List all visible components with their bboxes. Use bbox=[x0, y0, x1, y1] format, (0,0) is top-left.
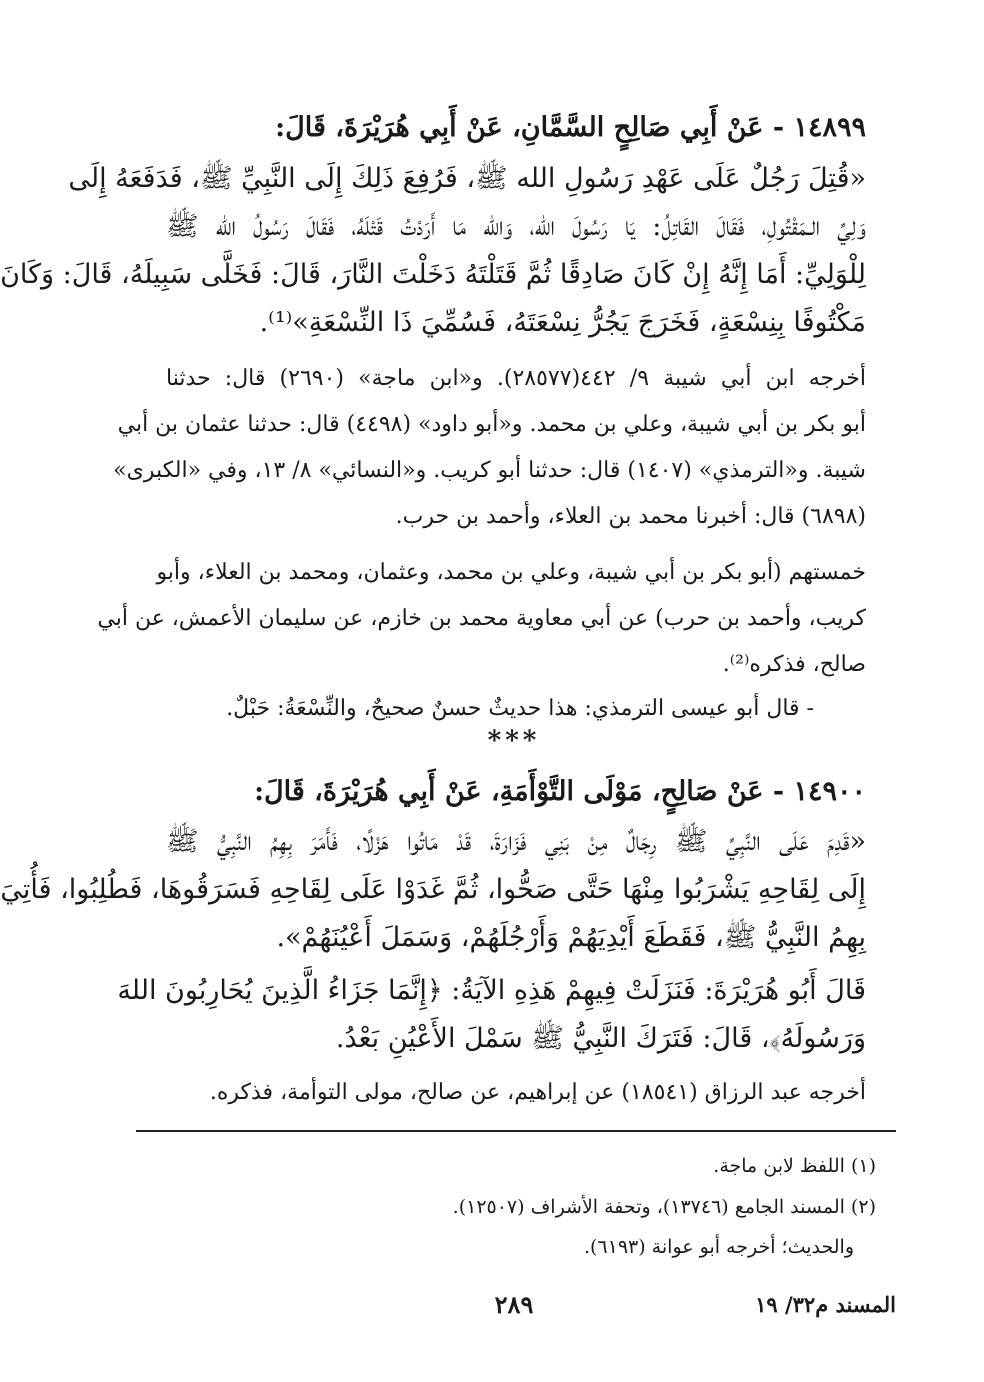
tirmidhi-note: - قال أبو عيسى الترمذي: هذا حديثٌ حسنٌ صحيحٌ، والنِّسْعَةُ: حَبْلٌ. bbox=[226, 696, 814, 721]
takhrij-line: (٦٨٩٨) قال: أخبرنا محمد بن العلاء، وأحمد بن حرب. bbox=[395, 504, 866, 529]
footnote-divider bbox=[136, 1130, 896, 1132]
page-number: ٢٨٩ bbox=[494, 1290, 534, 1319]
section-separator: *** bbox=[487, 726, 541, 756]
hadith-text-line: مَكْتُوفًا بِنِسْعَةٍ، فَخَرَجَ يَجُرُّ نِسْعَتَهُ، فَسُمِّيَ ذَا النِّسْعَةِ»⁽¹⁾. bbox=[259, 307, 866, 338]
takhrij-line: شيبة. و«الترمذي» (١٤٠٧) قال: حدثنا أبو كريب. و«النسائي» ٨/ ١٣، وفي «الكبرى» bbox=[113, 458, 866, 483]
footnote: (٢) المسند الجامع (١٣٧٤٦)، وتحفة الأشراف (١٢٥٠٧). bbox=[452, 1196, 876, 1218]
footnote: (١) اللفظ لابن ماجة. bbox=[713, 1155, 876, 1177]
takhrij-line: أبو بكر بن أبي شيبة، وعلي بن محمد. و«أبو داود» (٤٤٩٨) قال: حدثنا عثمان بن أبي bbox=[117, 412, 866, 437]
isnad-line: صالح، فذكره⁽²⁾. bbox=[722, 652, 866, 677]
footnote: والحديث؛ أخرجه أبو عوانة (٦١٩٣). bbox=[583, 1236, 854, 1258]
takhrij-line: أخرجه عبد الرزاق (١٨٥٤١) عن إبراهيم، عن صالح، مولى التوأمة، فذكره. bbox=[209, 1080, 866, 1105]
hadith-14900-heading: ١٤٩٠٠ - عَنْ صَالِحٍ، مَوْلَى التَّوْأَمَةِ، عَنْ أَبِي هُرَيْرَةَ، قَالَ: bbox=[254, 776, 866, 807]
hadith-text-line: إِلَى لِقَاحِهِ يَشْرَبُوا مِنْهَا حَتَّى صَحُّوا، ثُمَّ غَدَوْا عَلَى لِقَاحِهِ فَسَرَقُوهَا، فَطُلِبُوا، فَأُتِيَ bbox=[0, 874, 866, 905]
hadith-text-line: «قُتِلَ رَجُلٌ عَلَى عَهْدِ رَسُولِ الله ﷺ، فَرُفِعَ ذَلِكَ إِلَى النَّبِيِّ ﷺ، فَدَفَعَهُ إِلَى bbox=[68, 163, 866, 194]
takhrij-line: أخرجه ابن أبي شيبة ٩/ ٤٤٢(٢٨٥٧٧). و«ابن ماجة» (٢٦٩٠) قال: حدثنا bbox=[166, 366, 866, 391]
hadith-text-line: وَلِيِّ الـمَقْتُولِ، فَقَالَ القَاتِلُ: يَا رَسُولَ الله، وَالله مَا أَرَدْتُ قَتْلَهُ، فَقَالَ رَسُولُ الله ﷺ bbox=[166, 211, 866, 242]
abu-hurayra-line: وَرَسُولَهُ﴾، قَالَ: فَتَرَكَ النَّبِيُّ ﷺ سَمْلَ الأَعْيُنِ بَعْدُ. bbox=[335, 1023, 866, 1054]
isnad-line: خمستهم (أبو بكر بن أبي شيبة، وعلي بن محمد، وعثمان، ومحمد بن العلاء، وأبو bbox=[156, 560, 866, 585]
hadith-14899-heading: ١٤٨٩٩ - عَنْ أَبِي صَالِحٍ السَّمَّانِ، عَنْ أَبِي هُرَيْرَةَ، قَالَ: bbox=[275, 112, 866, 143]
hadith-text-line: بِهِمُ النَّبِيُّ ﷺ، فَقَطَعَ أَيْدِيَهُمْ وَأَرْجُلَهُمْ، وَسَمَلَ أَعْيُنَهُمْ». bbox=[276, 922, 866, 953]
hadith-text-line: «قَدِمَ عَلَى النَّبِيِّ ﷺ رِجَالٌ مِنْ بَنِي فَزَارَةَ، قَدْ مَاتُوا هَزْلًا، فَأَمَرَ بِهِمُ النَّبِيُّ ﷺ bbox=[166, 826, 866, 857]
hadith-text-line: لِلْوَلِيِّ: أَمَا إِنَّهُ إِنْ كَانَ صَادِقًا ثُمَّ قَتَلْتَهُ دَخَلْتَ النَّارَ، قَالَ: فَخَلَّى سَبِيلَهُ، قَالَ: وَكَانَ bbox=[0, 259, 866, 290]
isnad-line: كريب، وأحمد بن حرب) عن أبي معاوية محمد بن خازم، عن سليمان الأعمش، عن أبي bbox=[97, 606, 866, 631]
printer-signature: المسند م٣٢/ ١٩ bbox=[755, 1292, 896, 1317]
abu-hurayra-line: قَالَ أَبُو هُرَيْرَةَ: فَنَزَلَتْ فِيهِمْ هَذِهِ الآيَةُ: ﴿إِنَّمَا جَزَاءُ الَّذِينَ يُحَارِبُونَ اللهَ bbox=[117, 975, 866, 1006]
